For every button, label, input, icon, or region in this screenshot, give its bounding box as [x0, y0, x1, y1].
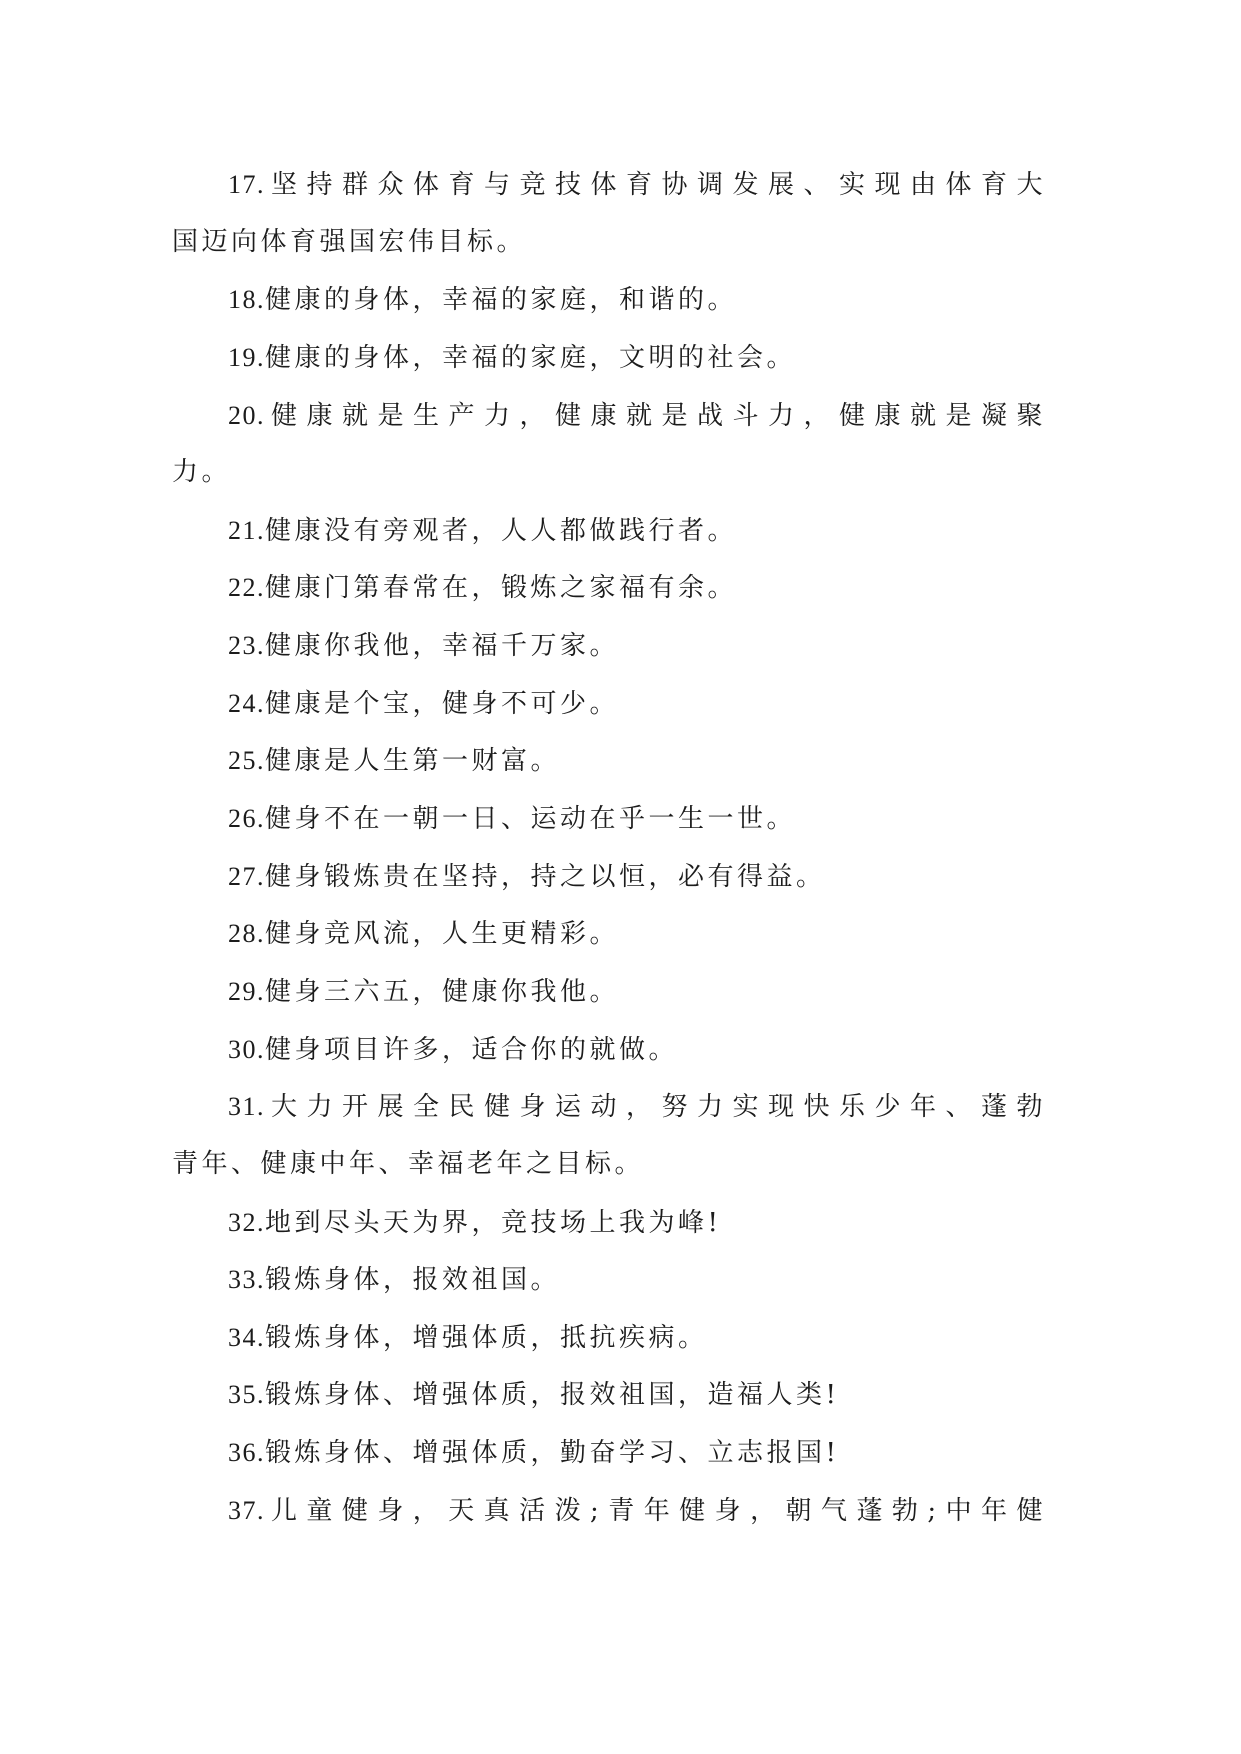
- list-item: [172, 1482, 1046, 1540]
- item-text: 健康的身体，幸福的家庭，和谐的。: [265, 285, 738, 316]
- list-item: [172, 559, 1046, 617]
- item-text: 锻炼身体，报效祖国。: [265, 1265, 561, 1296]
- item-text: 健康没有旁观者，人人都做践行者。: [265, 515, 738, 546]
- list-item: [172, 329, 1046, 387]
- list-item: [172, 1021, 1046, 1079]
- list-item: [172, 156, 1046, 214]
- item-text: 健身竞风流，人生更精彩。: [265, 919, 620, 950]
- list-item: [172, 732, 1046, 790]
- item-number: 35.: [228, 1380, 265, 1410]
- item-text: 大力开展全民健身运动，努力实现快乐少年、蓬勃: [265, 1092, 1046, 1123]
- list-item: [172, 271, 1046, 329]
- item-text: 健康门第春常在，锻炼之家福有余。: [265, 573, 738, 604]
- item-number: 37.: [228, 1495, 265, 1525]
- list-item: [172, 905, 1046, 963]
- item-number: 33.: [228, 1265, 265, 1295]
- list-item-continuation: [172, 1136, 1046, 1194]
- item-number: 19.: [228, 342, 265, 372]
- item-text: 健身三六五，健康你我他。: [265, 976, 620, 1007]
- list-item-continuation: [172, 214, 1046, 272]
- item-number: 26.: [228, 804, 265, 834]
- item-number: 30.: [228, 1034, 265, 1064]
- list-item: [172, 1309, 1046, 1367]
- item-text: 健身不在一朝一日、运动在乎一生一世。: [265, 804, 797, 835]
- list-item: [172, 1366, 1046, 1424]
- item-text: 国迈向体育强国宏伟目标。: [172, 226, 527, 257]
- list-item: [172, 1424, 1046, 1482]
- item-number: 20.: [228, 400, 265, 430]
- item-number: 28.: [228, 919, 265, 949]
- list-item: [172, 848, 1046, 906]
- list-item: [172, 1194, 1046, 1252]
- item-text: 健身锻炼贵在坚持，持之以恒，必有得益。: [265, 861, 826, 892]
- list-item: [172, 790, 1046, 848]
- item-number: 27.: [228, 861, 265, 891]
- item-text: 锻炼身体，增强体质，抵抗疾病。: [265, 1322, 708, 1353]
- item-number: 32.: [228, 1207, 265, 1237]
- item-text: 锻炼身体、增强体质，勤奋学习、立志报国!: [265, 1438, 840, 1469]
- item-text: 健康的身体，幸福的家庭，文明的社会。: [265, 342, 797, 373]
- item-number: 34.: [228, 1322, 265, 1352]
- item-text: 力。: [172, 457, 232, 488]
- item-text: 健身项目许多，适合你的就做。: [265, 1034, 679, 1065]
- item-text: 健康是人生第一财富。: [265, 746, 561, 777]
- item-text: 健康你我他，幸福千万家。: [265, 631, 620, 662]
- item-text: 锻炼身体、增强体质，报效祖国，造福人类!: [265, 1380, 840, 1411]
- list-item: [172, 1251, 1046, 1309]
- item-text: 地到尽头天为界，竞技场上我为峰!: [265, 1207, 722, 1238]
- item-text: 健康就是生产力，健康就是战斗力，健康就是凝聚: [265, 400, 1046, 431]
- list-item: [172, 675, 1046, 733]
- document-body: [172, 156, 1046, 1539]
- item-number: 22.: [228, 573, 265, 603]
- item-text: 青年、健康中年、幸福老年之目标。: [172, 1148, 645, 1179]
- item-text: 健康是个宝，健身不可少。: [265, 688, 620, 719]
- list-item: [172, 387, 1046, 445]
- item-number: 25.: [228, 746, 265, 776]
- list-item: [172, 502, 1046, 560]
- item-number: 17.: [228, 170, 265, 199]
- item-number: 36.: [228, 1438, 265, 1468]
- item-number: 23.: [228, 631, 265, 661]
- list-item-continuation: [172, 444, 1046, 502]
- list-item: [172, 617, 1046, 675]
- item-number: 31.: [228, 1092, 265, 1122]
- item-text: 儿童健身，天真活泼;青年健身，朝气蓬勃;中年健: [265, 1495, 1046, 1526]
- item-number: 21.: [228, 515, 265, 545]
- item-number: 24.: [228, 688, 265, 718]
- item-number: 29.: [228, 976, 265, 1006]
- list-item: [172, 963, 1046, 1021]
- item-number: 18.: [228, 285, 265, 315]
- item-text: 坚持群众体育与竞技体育协调发展、实现由体育大: [265, 170, 1046, 200]
- list-item: [172, 1078, 1046, 1136]
